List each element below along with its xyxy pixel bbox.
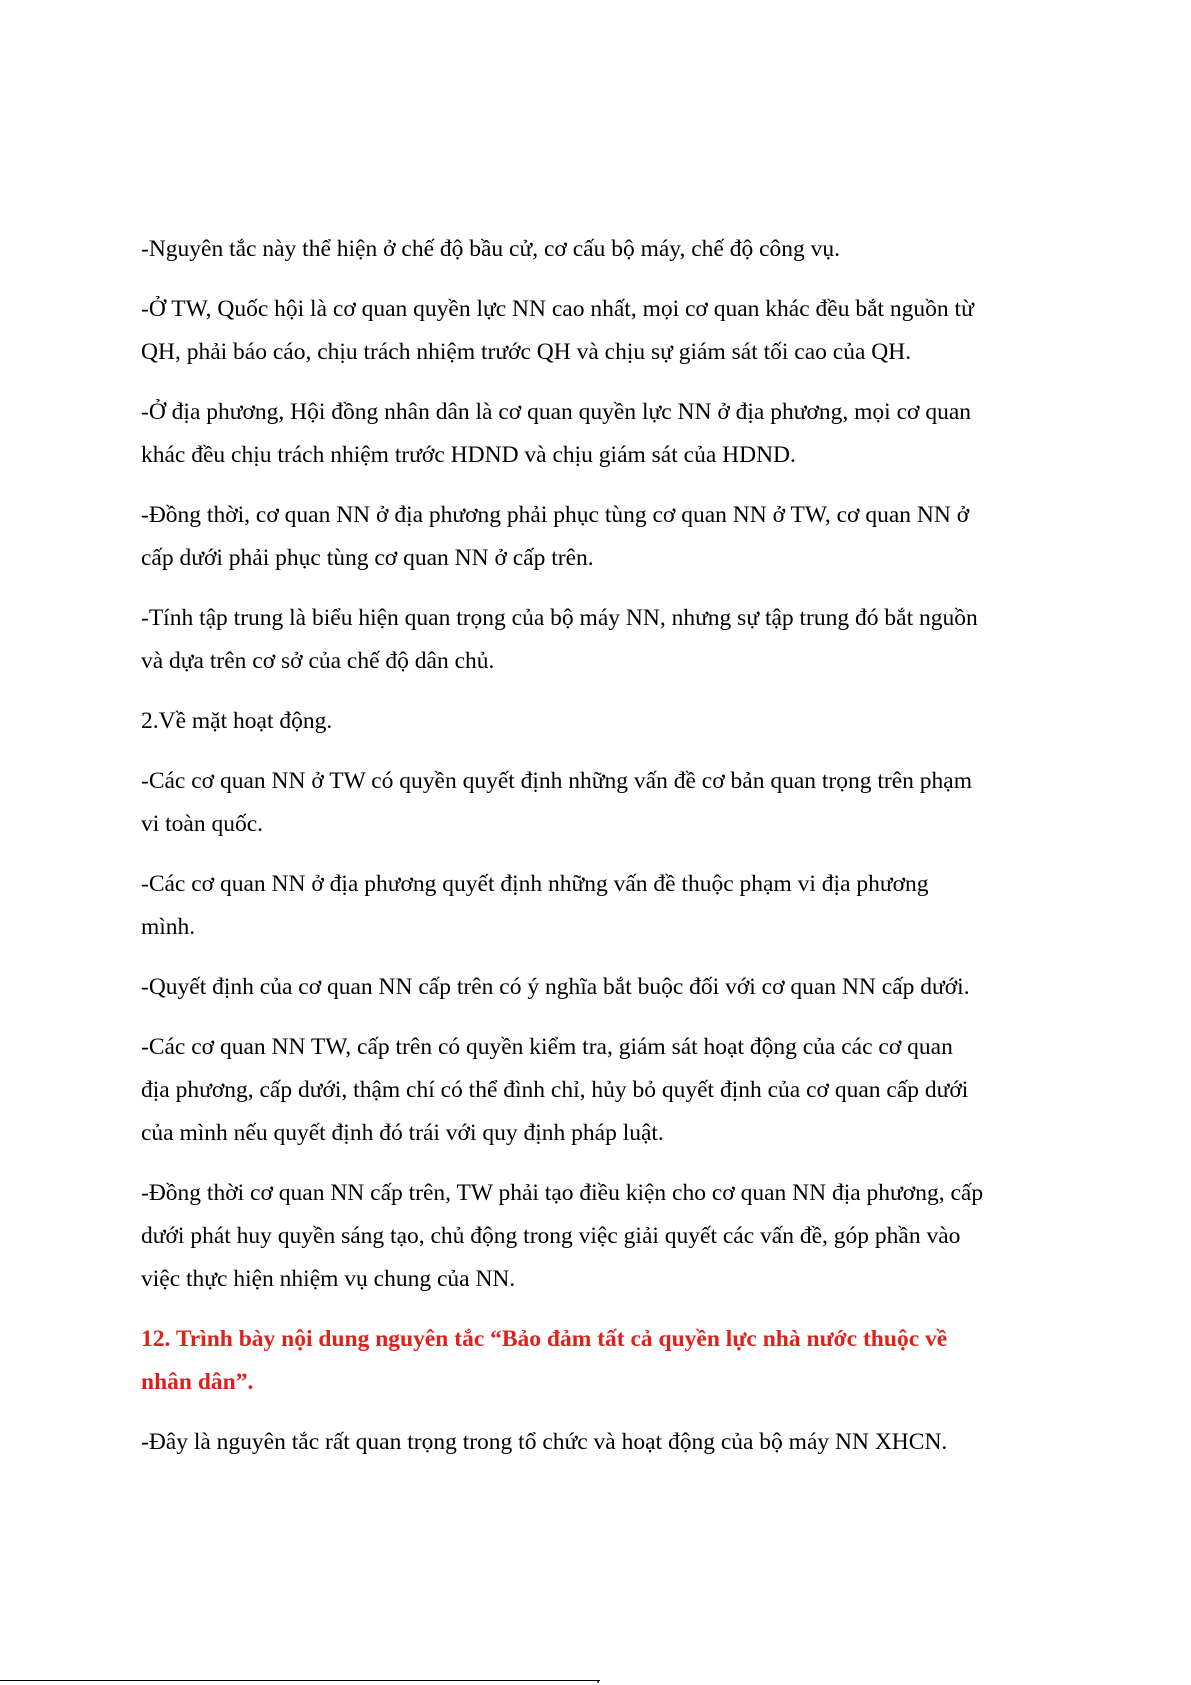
paragraph bbox=[141, 494, 1061, 580]
section-heading bbox=[141, 1318, 1061, 1404]
paragraph-line: 2.Về mặt hoạt động. bbox=[141, 708, 333, 734]
paragraph-line: dưới phát huy quyền sáng tạo, chủ động trong việc giải quyết các vấn đề, góp phần vào bbox=[141, 1223, 961, 1249]
paragraph-line: -Đây là nguyên tắc rất quan trọng trong tổ chức và hoạt động của bộ máy NN XHCN. bbox=[141, 1429, 948, 1455]
paragraph bbox=[141, 597, 1061, 683]
paragraph-line: -Các cơ quan NN ở địa phương quyết định những vấn đề thuộc phạm vi địa phương bbox=[141, 871, 929, 897]
heading-line: nhân dân”. bbox=[141, 1369, 254, 1395]
paragraph bbox=[141, 1026, 1061, 1155]
paragraph bbox=[141, 391, 1061, 477]
paragraph bbox=[141, 966, 1061, 1009]
footer-divider bbox=[0, 1680, 600, 1681]
paragraph bbox=[141, 288, 1061, 374]
paragraph-line: -Đồng thời, cơ quan NN ở địa phương phải phục tùng cơ quan NN ở TW, cơ quan NN ở bbox=[141, 502, 970, 528]
paragraph-line: mình. bbox=[141, 914, 196, 940]
paragraph-line: -Nguyên tắc này thể hiện ở chế độ bầu cử, cơ cấu bộ máy, chế độ công vụ. bbox=[141, 236, 841, 262]
paragraph-line: -Các cơ quan NN ở TW có quyền quyết định những vấn đề cơ bản quan trọng trên phạm bbox=[141, 768, 972, 794]
paragraph-line: -Ở TW, Quốc hội là cơ quan quyền lực NN cao nhất, mọi cơ quan khác đều bắt nguồn từ bbox=[141, 296, 974, 322]
paragraph-line: -Ở địa phương, Hội đồng nhân dân là cơ quan quyền lực NN ở địa phương, mọi cơ quan bbox=[141, 399, 971, 425]
paragraph-line: -Quyết định của cơ quan NN cấp trên có ý nghĩa bắt buộc đối với cơ quan NN cấp dưới. bbox=[141, 974, 970, 1000]
paragraph-line: QH, phải báo cáo, chịu trách nhiệm trước QH và chịu sự giám sát tối cao của QH. bbox=[141, 339, 912, 365]
paragraph-line: vi toàn quốc. bbox=[141, 811, 264, 837]
paragraph-line: và dựa trên cơ sở của chế độ dân chủ. bbox=[141, 648, 495, 674]
paragraph-line: -Các cơ quan NN TW, cấp trên có quyền kiểm tra, giám sát hoạt động của các cơ quan bbox=[141, 1034, 953, 1060]
paragraph bbox=[141, 228, 1061, 271]
paragraph-line: cấp dưới phải phục tùng cơ quan NN ở cấp trên. bbox=[141, 545, 594, 571]
paragraph-line: khác đều chịu trách nhiệm trước HDND và chịu giám sát của HDND. bbox=[141, 442, 796, 468]
paragraph-line: -Tính tập trung là biểu hiện quan trọng của bộ máy NN, nhưng sự tập trung đó bắt nguồn bbox=[141, 605, 978, 631]
paragraph bbox=[141, 863, 1061, 949]
paragraph-line: của mình nếu quyết định đó trái với quy định pháp luật. bbox=[141, 1120, 664, 1146]
paragraph bbox=[141, 700, 1061, 743]
paragraph-line: địa phương, cấp dưới, thậm chí có thể đình chỉ, hủy bỏ quyết định của cơ quan cấp dưới bbox=[141, 1077, 969, 1103]
footer-mark bbox=[597, 1681, 599, 1683]
heading-line: 12. Trình bày nội dung nguyên tắc “Bảo đảm tất cả quyền lực nhà nước thuộc về bbox=[141, 1326, 948, 1352]
paragraph bbox=[141, 1172, 1061, 1301]
document-body bbox=[141, 228, 1061, 1481]
paragraph-line: -Đồng thời cơ quan NN cấp trên, TW phải tạo điều kiện cho cơ quan NN địa phương, cấp bbox=[141, 1180, 984, 1206]
paragraph bbox=[141, 760, 1061, 846]
paragraph-line: việc thực hiện nhiệm vụ chung của NN. bbox=[141, 1266, 516, 1292]
paragraph bbox=[141, 1421, 1061, 1464]
